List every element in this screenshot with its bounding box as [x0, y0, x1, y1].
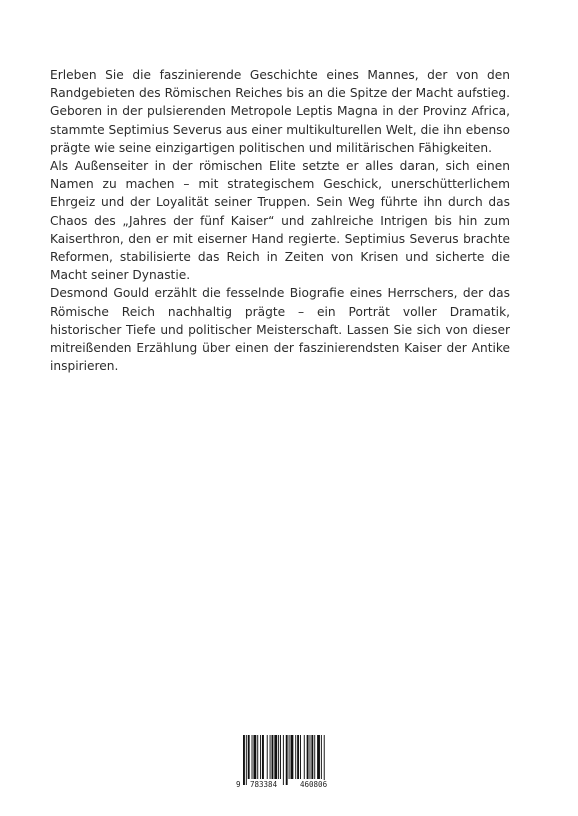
- barcode-bar: [262, 735, 264, 779]
- barcode-bar: [248, 735, 250, 779]
- barcode-group-left: 783384: [250, 780, 278, 789]
- barcode-bar: [291, 735, 294, 779]
- barcode-bar: [280, 735, 281, 779]
- back-cover-blurb: [50, 66, 510, 375]
- barcode-bar: [278, 735, 279, 779]
- barcode-bar: [252, 735, 253, 779]
- barcode-bar: [257, 735, 258, 779]
- barcode-bar: [310, 735, 311, 779]
- barcode-bar: [289, 735, 290, 779]
- blurb-paragraph: Desmond Gould erzählt die fesselnde Biografie eines Herrschers, der das Römische Reich nachhaltig prägte – ein Porträt voller Dramatik, historischer Tiefe und politischer Meisterschaft. Lassen Sie sich von dieser mitreißenden Erzählung über einen der faszinierendsten Kaiser der Antike inspirieren.: [50, 286, 510, 374]
- barcode-bar: [311, 735, 313, 779]
- barcode-bar: [270, 735, 271, 779]
- barcode-bar: [286, 735, 288, 785]
- barcode-bar: [253, 735, 256, 779]
- barcode-bar: [304, 735, 305, 779]
- blurb-paragraph: Als Außenseiter in der römischen Elite setzte er alles daran, sich einen Namen zu machen – mit strategischem Geschick, unerschütterlichem Ehrgeiz und der Loyalität seiner Truppen. Sein Weg führte ihn durch das Chaos des „Jahres der fünf Kaiser“ und zahlreiche Intrigen bis hin zum Kaiserthron, den er mit eiserner Hand regierte. Septimius Severus brachte Reformen, stabilisierte das Reich in Zeiten von Krisen und sicherte die Macht seiner Dynastie.: [50, 159, 510, 283]
- barcode-bar: [300, 735, 301, 779]
- barcode-group-right: 460806: [300, 780, 328, 789]
- barcode-bar: [272, 735, 274, 779]
- barcode-bar: [321, 735, 322, 779]
- barcode-bar: [314, 735, 315, 779]
- barcode-bar: [295, 735, 296, 779]
- barcode-bar: [246, 735, 247, 785]
- barcode-bar: [283, 735, 284, 785]
- barcode-bar: [307, 735, 309, 779]
- barcode-lead-digit: 9: [236, 780, 241, 789]
- barcode-bar: [297, 735, 299, 779]
- barcode-bar: [324, 735, 325, 785]
- barcode-bar: [243, 735, 245, 785]
- barcode-number: [235, 780, 353, 792]
- blurb-paragraph: Erleben Sie die faszinierende Geschichte eines Mannes, der von den Randgebieten des Römischen Reiches bis an die Spitze der Macht aufstieg. Geboren in der pulsierenden Metropole Leptis Magna in der Provinz Africa, stammte Septimius Severus aus einer multikulturellen Welt, die ihn ebenso prägte wie seine einzigartigen politischen und militärischen Fähigkeiten.: [50, 68, 510, 155]
- barcode-bar: [317, 735, 320, 779]
- barcode-bar: [274, 735, 277, 779]
- barcode-bar: [260, 735, 261, 779]
- barcode-bars: [235, 735, 353, 785]
- isbn-barcode: [235, 735, 353, 793]
- barcode-bar: [267, 735, 268, 779]
